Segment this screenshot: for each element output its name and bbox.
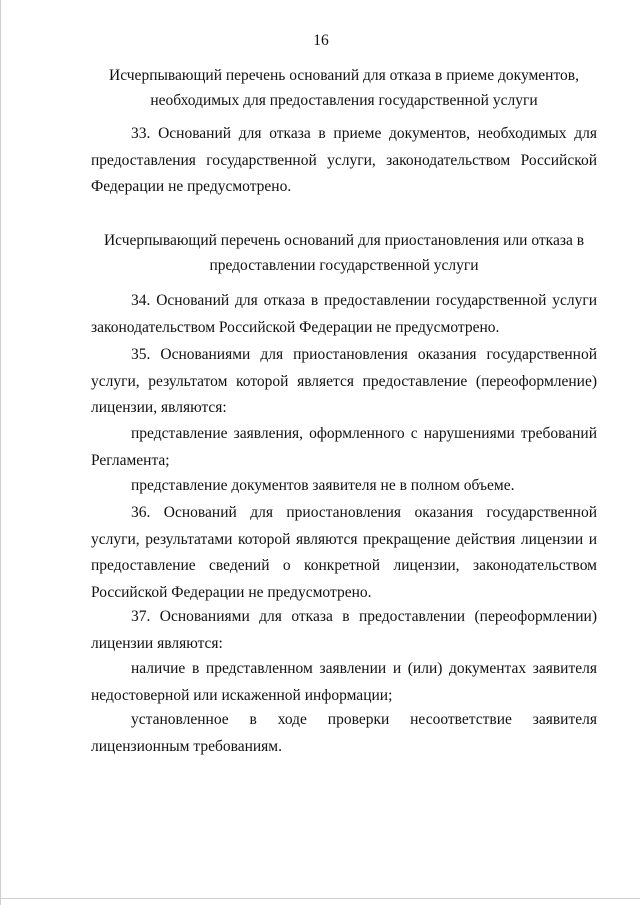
page-bottom-edge (1, 898, 640, 899)
paragraph-36: 36. Оснований для приостановления оказания государственной услуги, результатами которой являются прекращение действия лицензии и предоставление сведений о конкретной лицензии, законодательством Российской Федерации не предусмотрено. (91, 504, 597, 601)
paragraph-35-item-2: представление документов заявителя не в полном объеме. (131, 477, 515, 494)
heading-line: предоставлении государственной услуги (209, 257, 479, 274)
paragraph-35: 35. Основаниями для приостановления оказания государственной услуги, результатом которой является предоставление (переоформление) лицензии, являются: (91, 346, 597, 416)
section-heading-document-refusal (91, 63, 597, 113)
heading-line: Исчерпывающий перечень оснований для приостановления или отказа в (103, 232, 585, 249)
paragraph-37-item-1: наличие в представленном заявлении и (или) документах заявителя недостоверной или искаженной информации; (91, 660, 597, 704)
page-number: 16 (313, 32, 329, 49)
heading-line: необходимых для предоставления государственной услуги (150, 92, 538, 109)
paragraph-35-item-1: представление заявления, оформленного с нарушениями требований Регламента; (91, 425, 597, 469)
heading-line: Исчерпывающий перечень оснований для отказа в приеме документов, (109, 67, 579, 84)
paragraph-37: 37. Основаниями для отказа в предоставлении (переоформлении) лицензии являются: (91, 608, 597, 652)
paragraph-37-item-2: установленное в ходе проверки несоответствие заявителя лицензионным требованиям. (91, 711, 597, 755)
paragraph-34: 34. Оснований для отказа в предоставлении государственной услуги законодательством Российской Федерации не предусмотрено. (91, 292, 597, 336)
section-heading-service-refusal (91, 228, 597, 278)
paragraph-33: 33. Оснований для отказа в приеме документов, необходимых для предоставления государственной услуги, законодательством Российской Федерации не предусмотрено. (91, 125, 597, 195)
